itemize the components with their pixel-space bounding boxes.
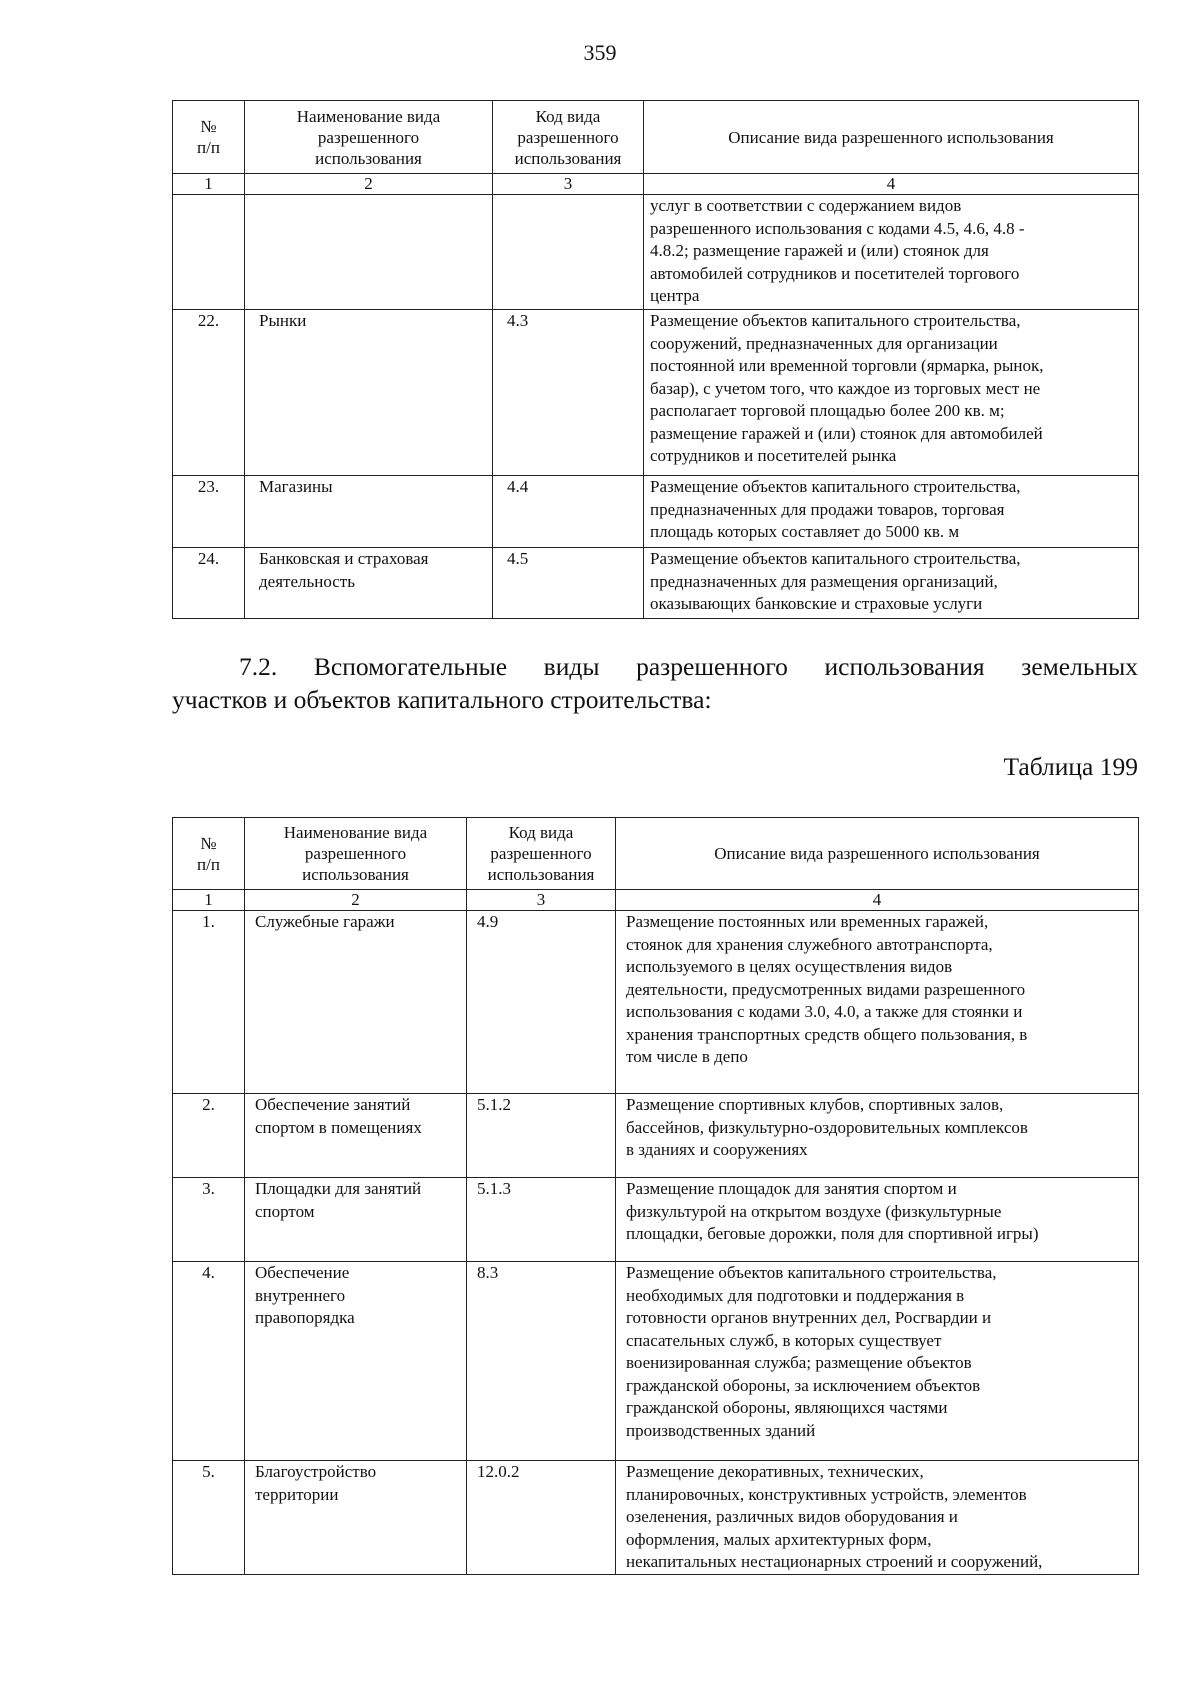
land-use-table-auxiliary bbox=[172, 817, 1139, 1575]
row-description: Размещение площадок для занятия спортом и физкультурой на открытом воздухе (физкультурные площадки, беговые дорожки, поля для спортивной игры) bbox=[616, 1178, 1139, 1262]
row-name: Банковская и страховая деятельность bbox=[245, 548, 493, 619]
row-description: услуг в соответствии с содержанием видов разрешенного использования с кодами 4.5, 4.6, 4.8 - 4.8.2; размещение гаражей и (или) стоянок для автомобилей сотрудников и посетителей торгового центра bbox=[644, 195, 1139, 310]
row-name: Обеспечение внутреннего правопорядка bbox=[245, 1262, 467, 1461]
table-row bbox=[173, 1094, 1139, 1178]
row-number: 1. bbox=[173, 911, 245, 1094]
table-caption: Таблица 199 bbox=[1003, 752, 1138, 781]
row-code: 12.0.2 bbox=[467, 1461, 616, 1575]
table-row bbox=[173, 548, 1139, 619]
row-name bbox=[245, 195, 493, 310]
row-name: Благоустройство территории bbox=[245, 1461, 467, 1575]
row-number: 24. bbox=[173, 548, 245, 619]
table-row bbox=[173, 476, 1139, 548]
table-row bbox=[173, 1178, 1139, 1262]
column-index: 3 bbox=[467, 890, 616, 911]
column-index: 2 bbox=[245, 890, 467, 911]
section-heading-line1: 7.2. Вспомогательные виды разрешенного использования земельных bbox=[239, 652, 1138, 681]
column-index: 1 bbox=[173, 174, 245, 195]
row-code: 4.5 bbox=[493, 548, 644, 619]
header-num: № п/п bbox=[173, 818, 245, 890]
row-code: 4.4 bbox=[493, 476, 644, 548]
column-index: 1 bbox=[173, 890, 245, 911]
row-number: 3. bbox=[173, 1178, 245, 1262]
table-row bbox=[173, 310, 1139, 476]
row-code: 4.3 bbox=[493, 310, 644, 476]
row-number: 4. bbox=[173, 1262, 245, 1461]
land-use-table-main bbox=[172, 100, 1139, 619]
section-heading bbox=[172, 650, 1138, 716]
header-num: № п/п bbox=[173, 101, 245, 174]
row-description: Размещение объектов капитального строительства, предназначенных для размещения организаций, оказывающих банковские и страховые услуги bbox=[644, 548, 1139, 619]
table-header-row bbox=[173, 818, 1139, 890]
header-name: Наименование вида разрешенного использования bbox=[245, 101, 493, 174]
header-code: Код вида разрешенного использования bbox=[493, 101, 644, 174]
column-index-row bbox=[173, 174, 1139, 195]
row-name: Обеспечение занятий спортом в помещениях bbox=[245, 1094, 467, 1178]
row-name: Служебные гаражи bbox=[245, 911, 467, 1094]
table-header-row bbox=[173, 101, 1139, 174]
row-description: Размещение объектов капитального строительства, сооружений, предназначенных для организации постоянной или временной торговли (ярмарка, рынок, базар), с учетом того, что каждое из торговых мест не располагает торговой площадью более 200 кв. м; размещение гаражей и (или) стоянок для автомобилей сотрудников и посетителей рынка bbox=[644, 310, 1139, 476]
header-description: Описание вида разрешенного использования bbox=[644, 101, 1139, 174]
column-index-row bbox=[173, 890, 1139, 911]
row-number: 2. bbox=[173, 1094, 245, 1178]
row-code: 5.1.2 bbox=[467, 1094, 616, 1178]
row-description: Размещение постоянных или временных гаражей, стоянок для хранения служебного автотранспорта, используемого в целях осуществления видов деятельности, предусмотренных видами разрешенного использования с кодами 3.0, 4.0, а также для стоянки и хранения транспортных средств общего пользования, в том числе в депо bbox=[616, 911, 1139, 1094]
row-number: 22. bbox=[173, 310, 245, 476]
row-number: 23. bbox=[173, 476, 245, 548]
row-description: Размещение объектов капитального строительства, необходимых для подготовки и поддержания в готовности органов внутренних дел, Росгвардии и спасательных служб, в которых существует военизированная служба; размещение объектов гражданской обороны, за исключением объектов гражданской обороны, являющихся частями производственных зданий bbox=[616, 1262, 1139, 1461]
row-code bbox=[493, 195, 644, 310]
page-number: 359 bbox=[583, 40, 617, 65]
row-description: Размещение декоративных, технических, планировочных, конструктивных устройств, элементов озеленения, различных видов оборудования и оформления, малых архитектурных форм, некапитальных нестационарных строений и сооружений, bbox=[616, 1461, 1139, 1575]
column-index: 4 bbox=[644, 174, 1139, 195]
header-description: Описание вида разрешенного использования bbox=[616, 818, 1139, 890]
column-index: 3 bbox=[493, 174, 644, 195]
row-description: Размещение объектов капитального строительства, предназначенных для продажи товаров, торговая площадь которых составляет до 5000 кв. м bbox=[644, 476, 1139, 548]
row-number bbox=[173, 195, 245, 310]
header-name: Наименование вида разрешенного использования bbox=[245, 818, 467, 890]
column-index: 4 bbox=[616, 890, 1139, 911]
table-row bbox=[173, 911, 1139, 1094]
row-name: Площадки для занятий спортом bbox=[245, 1178, 467, 1262]
row-code: 4.9 bbox=[467, 911, 616, 1094]
row-code: 8.3 bbox=[467, 1262, 616, 1461]
column-index: 2 bbox=[245, 174, 493, 195]
row-name: Магазины bbox=[245, 476, 493, 548]
table-row bbox=[173, 1262, 1139, 1461]
header-code: Код вида разрешенного использования bbox=[467, 818, 616, 890]
table-row bbox=[173, 195, 1139, 310]
table-row bbox=[173, 1461, 1139, 1575]
row-code: 5.1.3 bbox=[467, 1178, 616, 1262]
row-number: 5. bbox=[173, 1461, 245, 1575]
row-name: Рынки bbox=[245, 310, 493, 476]
row-description: Размещение спортивных клубов, спортивных залов, бассейнов, физкультурно-оздоровительных комплексов в зданиях и сооружениях bbox=[616, 1094, 1139, 1178]
section-heading-line2: участков и объектов капитального строительства: bbox=[172, 685, 712, 714]
